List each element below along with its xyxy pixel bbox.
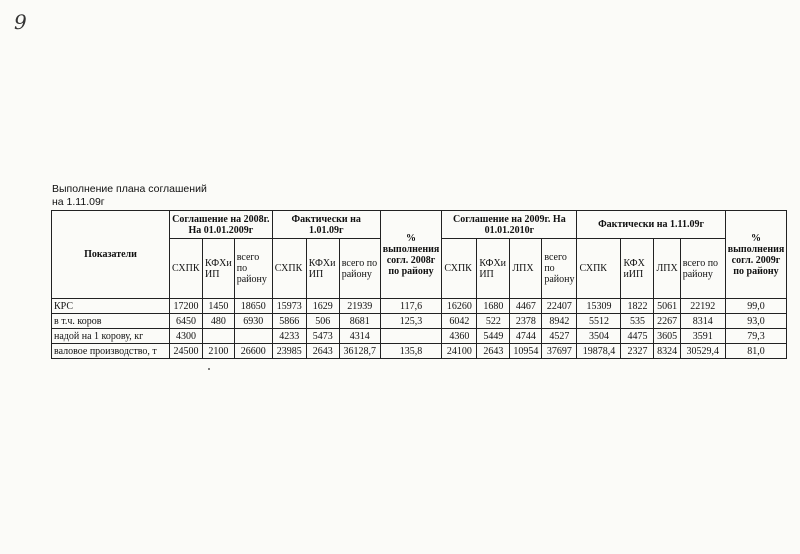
subheader-spk: СХПК: [170, 239, 203, 299]
table-cell: 1629: [306, 299, 339, 314]
table-cell: 2267: [654, 314, 680, 329]
subheader-total: всего по району: [339, 239, 380, 299]
subheader-kfh: КФХи ИП: [306, 239, 339, 299]
table-cell: 10954: [510, 344, 542, 359]
table-cell: 81,0: [725, 344, 787, 359]
table-cell: 5866: [272, 314, 306, 329]
table-cell: 1680: [477, 299, 510, 314]
table-cell: 15309: [577, 299, 621, 314]
page-number: 9: [14, 10, 27, 34]
table-cell: 506: [306, 314, 339, 329]
table-cell: 16260: [442, 299, 477, 314]
table-cell: 15973: [272, 299, 306, 314]
table-cell: 22407: [542, 299, 577, 314]
table-cell: 24100: [442, 344, 477, 359]
table-cell: 2100: [203, 344, 235, 359]
subheader-lph: ЛПХ: [510, 239, 542, 299]
table-cell: 135,8: [380, 344, 442, 359]
table-cell: 36128,7: [339, 344, 380, 359]
table-cell: 4314: [339, 329, 380, 344]
table-cell: 93,0: [725, 314, 787, 329]
row-label: надой на 1 корову, кг: [52, 329, 170, 344]
table-cell: 21939: [339, 299, 380, 314]
plan-table: [51, 210, 787, 359]
subheader-spk: СХПК: [272, 239, 306, 299]
table-cell: 26600: [234, 344, 272, 359]
table-cell: 18650: [234, 299, 272, 314]
subheader-lph: ЛПХ: [654, 239, 680, 299]
table-cell: 2378: [510, 314, 542, 329]
table-cell: 1822: [621, 299, 654, 314]
table-row: [52, 314, 787, 329]
header-indicators: Показатели: [52, 211, 170, 299]
row-label: КРС: [52, 299, 170, 314]
table-row: [52, 299, 787, 314]
document-title: [52, 183, 207, 209]
subheader-kfh: КФХи ИП: [477, 239, 510, 299]
table-cell: 4467: [510, 299, 542, 314]
table-cell: [234, 329, 272, 344]
table-cell: 125,3: [380, 314, 442, 329]
table-cell: 4233: [272, 329, 306, 344]
subheader-kfh: КФХ иИП: [621, 239, 654, 299]
header-actual-1109: Фактически на 1.11.09г: [577, 211, 725, 239]
table-cell: 37697: [542, 344, 577, 359]
table-cell: 8324: [654, 344, 680, 359]
table-cell: 8314: [680, 314, 725, 329]
subheader-total: всего по району: [234, 239, 272, 299]
title-line-2: на 1.11.09г: [52, 196, 105, 208]
table-body: [52, 299, 787, 359]
table-cell: 522: [477, 314, 510, 329]
table-cell: 2643: [306, 344, 339, 359]
header-percent-2009: % выполнения согл. 2009г по району: [725, 211, 787, 299]
table-cell: 3504: [577, 329, 621, 344]
table-cell: 2327: [621, 344, 654, 359]
scan-speck: [208, 368, 210, 370]
title-line-1: Выполнение плана соглашений: [52, 183, 207, 195]
subheader-spk: СХПК: [442, 239, 477, 299]
subheader-total: всего по району: [680, 239, 725, 299]
subheader-spk: СХПК: [577, 239, 621, 299]
table-cell: 5061: [654, 299, 680, 314]
table-cell: 8942: [542, 314, 577, 329]
table-cell: [380, 329, 442, 344]
table-cell: 79,3: [725, 329, 787, 344]
table-cell: 117,6: [380, 299, 442, 314]
table-cell: 6450: [170, 314, 203, 329]
row-label: в т.ч. коров: [52, 314, 170, 329]
table-cell: 4300: [170, 329, 203, 344]
table-cell: 2643: [477, 344, 510, 359]
table-cell: 24500: [170, 344, 203, 359]
table-cell: 6042: [442, 314, 477, 329]
header-percent-2008: % выполнения согл. 2008г по району: [380, 211, 442, 299]
table-row: [52, 344, 787, 359]
subheader-total: всего по району: [542, 239, 577, 299]
table-cell: 23985: [272, 344, 306, 359]
table-row: [52, 329, 787, 344]
table-cell: 17200: [170, 299, 203, 314]
table-cell: 3591: [680, 329, 725, 344]
table-cell: 5473: [306, 329, 339, 344]
table-cell: 4360: [442, 329, 477, 344]
table-cell: 4744: [510, 329, 542, 344]
row-label: валовое производство, т: [52, 344, 170, 359]
subheader-kfh: КФХи ИП: [203, 239, 235, 299]
table-cell: 4475: [621, 329, 654, 344]
table-cell: 6930: [234, 314, 272, 329]
table-cell: 5512: [577, 314, 621, 329]
table-cell: 22192: [680, 299, 725, 314]
table-cell: 19878,4: [577, 344, 621, 359]
table-cell: 535: [621, 314, 654, 329]
table-cell: 3605: [654, 329, 680, 344]
table-cell: 8681: [339, 314, 380, 329]
table-cell: 1450: [203, 299, 235, 314]
table-cell: 4527: [542, 329, 577, 344]
table-cell: 5449: [477, 329, 510, 344]
header-agreement-2008: Соглашение на 2008г. На 01.01.2009г: [170, 211, 273, 239]
table-cell: 30529,4: [680, 344, 725, 359]
table-cell: [203, 329, 235, 344]
header-actual-2009: Фактически на 1.01.09г: [272, 211, 380, 239]
table-cell: 480: [203, 314, 235, 329]
table-cell: 99,0: [725, 299, 787, 314]
header-agreement-2009: Соглашение на 2009г. На 01.01.2010г: [442, 211, 577, 239]
